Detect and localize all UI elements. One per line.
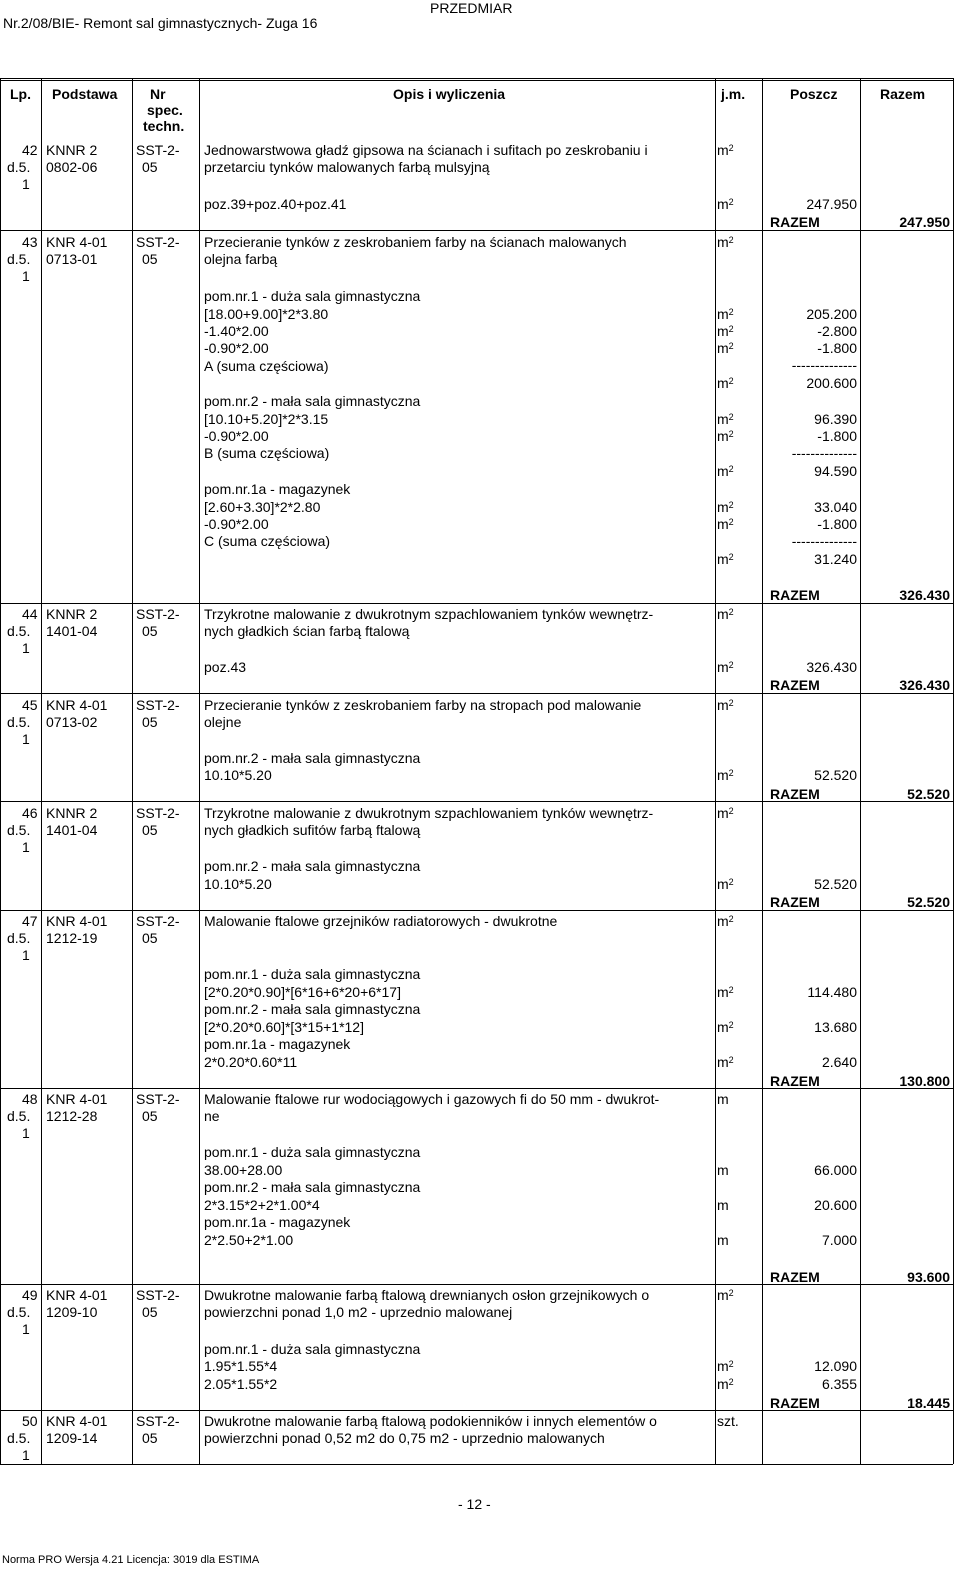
item-description-2: przetarciu tynków malowanych farbą mulsyjną <box>204 159 490 175</box>
item-description: Malowanie ftalowe rur wodociągowych i gazowych fi do 50 mm - dwukrot- <box>204 1091 660 1107</box>
item-podstawa-code: 1401-04 <box>46 822 98 838</box>
unit: $m^2$ <box>717 876 734 892</box>
column-line <box>715 78 716 1464</box>
razem-value: 93.600 <box>907 1269 950 1285</box>
item-lp: 50 <box>22 1413 38 1429</box>
item-value: 13.680 <box>814 1019 857 1035</box>
column-line <box>0 78 1 1464</box>
room-label: pom.nr.2 - mała sala gimnastyczna <box>204 393 421 409</box>
item-spec-code: SST-2- <box>136 1091 180 1107</box>
razem-label: RAZEM <box>770 214 820 230</box>
item-value: -1.800 <box>817 516 857 532</box>
item-lp-d: d.5. <box>7 251 31 267</box>
razem-value: 52.520 <box>907 894 950 910</box>
razem-label: RAZEM <box>770 1395 820 1411</box>
column-line <box>762 78 763 1464</box>
item-lp-d: d.5. <box>7 1430 31 1446</box>
unit: $m^2$ <box>717 1019 734 1035</box>
unit: $m^2$ <box>717 659 734 675</box>
unit: $m^2$ <box>717 142 734 158</box>
unit: $m^2$ <box>717 411 734 427</box>
razem-value: 130.800 <box>899 1073 950 1089</box>
item-spec-code-2: 05 <box>142 714 158 730</box>
room-label: pom.nr.2 - mała sala gimnastyczna <box>204 1179 421 1195</box>
column-line <box>132 78 133 1464</box>
unit: $m^2$ <box>717 516 734 532</box>
item-calc: poz.43 <box>204 659 247 675</box>
item-value: 2.640 <box>821 1054 857 1070</box>
unit: $m^2$ <box>717 984 734 1000</box>
unit: szt. <box>717 1413 739 1429</box>
unit: m <box>717 1232 729 1248</box>
item-spec-code-2: 05 <box>142 623 158 639</box>
column-line <box>41 78 42 1464</box>
item-lp-d: d.5. <box>7 623 31 639</box>
item-spec-code-2: 05 <box>142 1108 158 1124</box>
item-lp: 46 <box>22 805 38 821</box>
item-podstawa: KNR 4-01 <box>46 1091 108 1107</box>
item-value: 114.480 <box>807 984 857 1000</box>
document-id: Nr.2/08/BIE- Remont sal gimnastycznych- Zuga 16 <box>3 15 318 31</box>
unit: m <box>717 1091 729 1107</box>
item-lp-1: 1 <box>22 1125 30 1141</box>
header-top-line-2 <box>0 80 953 81</box>
razem-label: RAZEM <box>770 1269 820 1285</box>
item-calc: 1.95*1.55*4 <box>204 1358 278 1374</box>
item-value: 96.390 <box>814 411 857 427</box>
item-description: Przecieranie tynków z zeskrobaniem farby na ścianach malowanych <box>204 234 627 250</box>
item-calc: 10.10*5.20 <box>204 767 272 783</box>
item-calc: [18.00+9.00]*2*3.80 <box>204 306 329 322</box>
item-spec-code-2: 05 <box>142 822 158 838</box>
item-calc: -1.40*2.00 <box>204 323 269 339</box>
unit: $m^2$ <box>717 499 734 515</box>
item-calc: -0.90*2.00 <box>204 516 269 532</box>
partial-sum-label: C (suma częściowa) <box>204 533 331 549</box>
unit: $m^2$ <box>717 1358 734 1374</box>
item-calc: 2*3.15*2+2*1.00*4 <box>204 1197 320 1213</box>
page-number: - 12 - <box>458 1496 491 1512</box>
item-calc: [2*0.20*0.60]*[3*15+1*12] <box>204 1019 364 1035</box>
unit: $m^2$ <box>717 463 734 479</box>
col-header-nr: Nr <box>150 86 166 102</box>
item-spec-code: SST-2- <box>136 1413 180 1429</box>
item-lp-d: d.5. <box>7 1304 31 1320</box>
item-separator <box>0 230 953 231</box>
item-separator <box>0 1410 953 1411</box>
room-label: pom.nr.1a - magazynek <box>204 1214 351 1230</box>
item-podstawa: KNR 4-01 <box>46 913 108 929</box>
item-description-2: olejna farbą <box>204 251 278 267</box>
room-label: pom.nr.1a - magazynek <box>204 1036 351 1052</box>
unit: $m^2$ <box>717 375 734 391</box>
item-value: 66.000 <box>814 1162 857 1178</box>
item-separator <box>0 693 953 694</box>
unit: $m^2$ <box>717 1054 734 1070</box>
item-value: -1.800 <box>817 428 857 444</box>
item-calc: [2.60+3.30]*2*2.80 <box>204 499 321 515</box>
item-calc: [10.10+5.20]*2*3.15 <box>204 411 329 427</box>
item-calc: 2.05*1.55*2 <box>204 1376 278 1392</box>
dashes: -------------- <box>791 533 857 549</box>
item-lp-1: 1 <box>22 1447 30 1463</box>
item-calc: -0.90*2.00 <box>204 340 269 356</box>
col-header-razem: Razem <box>880 86 926 102</box>
item-lp-1: 1 <box>22 176 30 192</box>
item-lp: 49 <box>22 1287 38 1303</box>
item-podstawa-code: 1212-28 <box>46 1108 98 1124</box>
item-value: 20.600 <box>814 1197 857 1213</box>
item-value: 52.520 <box>814 876 857 892</box>
item-lp-1: 1 <box>22 947 30 963</box>
col-header-podstawa: Podstawa <box>52 86 118 102</box>
item-podstawa: KNNR 2 <box>46 606 98 622</box>
razem-label: RAZEM <box>770 894 820 910</box>
unit: $m^2$ <box>717 805 734 821</box>
item-podstawa: KNR 4-01 <box>46 697 108 713</box>
item-description-2: nych gładkich sufitów farbą ftalową <box>204 822 421 838</box>
razem-value: 326.430 <box>899 677 950 693</box>
item-podstawa: KNNR 2 <box>46 142 98 158</box>
item-lp-1: 1 <box>22 268 30 284</box>
item-podstawa: KNR 4-01 <box>46 1287 108 1303</box>
item-description-2: powierzchni ponad 0,52 m2 do 0,75 m2 - uprzednio malowanych <box>204 1430 605 1446</box>
room-label: pom.nr.2 - mała sala gimnastyczna <box>204 858 421 874</box>
item-spec-code-2: 05 <box>142 159 158 175</box>
item-description-2: olejne <box>204 714 242 730</box>
table-bottom-line <box>0 1464 953 1465</box>
partial-sum-label: A (suma częściowa) <box>204 358 329 374</box>
document-type: PRZEDMIAR <box>430 0 513 16</box>
item-podstawa: KNNR 2 <box>46 805 98 821</box>
item-podstawa-code: 1212-19 <box>46 930 98 946</box>
item-lp-1: 1 <box>22 839 30 855</box>
item-spec-code-2: 05 <box>142 251 158 267</box>
item-spec-code: SST-2- <box>136 142 180 158</box>
unit: $m^2$ <box>717 697 734 713</box>
item-lp-1: 1 <box>22 731 30 747</box>
item-value: -2.800 <box>817 323 857 339</box>
column-line <box>860 78 861 1464</box>
unit: m <box>717 1197 729 1213</box>
item-description-2: nych gładkich ścian farbą ftalową <box>204 623 410 639</box>
unit: $m^2$ <box>717 306 734 322</box>
item-value: 33.040 <box>814 499 857 515</box>
item-podstawa-code: 1209-14 <box>46 1430 98 1446</box>
item-lp-d: d.5. <box>7 822 31 838</box>
unit: $m^2$ <box>717 767 734 783</box>
item-spec-code: SST-2- <box>136 606 180 622</box>
item-calc: 38.00+28.00 <box>204 1162 283 1178</box>
room-label: pom.nr.1 - duża sala gimnastyczna <box>204 1144 421 1160</box>
item-calc: poz.39+poz.40+poz.41 <box>204 196 347 212</box>
item-separator <box>0 801 953 802</box>
room-label: pom.nr.1a - magazynek <box>204 481 351 497</box>
unit: m <box>717 1162 729 1178</box>
unit: $m^2$ <box>717 606 734 622</box>
item-description-2: ne <box>204 1108 220 1124</box>
item-value: -1.800 <box>817 340 857 356</box>
col-header-jm: j.m. <box>721 86 746 102</box>
item-description: Przecieranie tynków z zeskrobaniem farby na stropach pod malowanie <box>204 697 642 713</box>
razem-value: 326.430 <box>899 587 950 603</box>
item-value: 31.240 <box>814 551 857 567</box>
item-separator <box>0 1284 953 1285</box>
item-value: 7.000 <box>821 1232 857 1248</box>
column-line <box>953 78 954 1464</box>
item-separator <box>0 910 953 911</box>
item-description: Dwukrotne malowanie farbą ftalową podokienników i innych elementów o <box>204 1413 657 1429</box>
unit: $m^2$ <box>717 1287 734 1303</box>
razem-value: 52.520 <box>907 786 950 802</box>
col-header-lp: Lp. <box>10 86 31 102</box>
item-lp-d: d.5. <box>7 159 31 175</box>
item-description: Trzykrotne malowanie z dwukrotnym szpachlowaniem tynków wewnętrz- <box>204 805 654 821</box>
col-header-opis: Opis i wyliczenia <box>393 86 506 102</box>
item-separator <box>0 603 953 604</box>
item-lp-d: d.5. <box>7 1108 31 1124</box>
item-description: Jednowarstwowa gładź gipsowa na ścianach i sufitach po zeskrobaniu i <box>204 142 648 158</box>
item-lp: 43 <box>22 234 38 250</box>
item-lp-d: d.5. <box>7 930 31 946</box>
item-value: 12.090 <box>814 1358 857 1374</box>
item-spec-code: SST-2- <box>136 805 180 821</box>
razem-label: RAZEM <box>770 1073 820 1089</box>
item-calc: 2*2.50+2*1.00 <box>204 1232 294 1248</box>
item-podstawa: KNR 4-01 <box>46 1413 108 1429</box>
item-spec-code: SST-2- <box>136 913 180 929</box>
room-label: pom.nr.1 - duża sala gimnastyczna <box>204 288 421 304</box>
room-label: pom.nr.2 - mała sala gimnastyczna <box>204 1001 421 1017</box>
item-value: 6.355 <box>821 1376 857 1392</box>
item-description: Trzykrotne malowanie z dwukrotnym szpachlowaniem tynków wewnętrz- <box>204 606 654 622</box>
column-line <box>199 78 200 1464</box>
col-header-poszcz: Poszcz <box>790 86 838 102</box>
razem-value: 18.445 <box>907 1395 950 1411</box>
item-lp-1: 1 <box>22 640 30 656</box>
razem-label: RAZEM <box>770 587 820 603</box>
unit: $m^2$ <box>717 234 734 250</box>
unit: $m^2$ <box>717 551 734 567</box>
razem-label: RAZEM <box>770 786 820 802</box>
razem-label: RAZEM <box>770 677 820 693</box>
item-value: 326.430 <box>806 659 857 675</box>
item-podstawa-code: 0802-06 <box>46 159 98 175</box>
unit: $m^2$ <box>717 340 734 356</box>
item-spec-code: SST-2- <box>136 697 180 713</box>
col-header-techn: techn. <box>143 118 185 134</box>
unit: $m^2$ <box>717 428 734 444</box>
item-spec-code-2: 05 <box>142 1304 158 1320</box>
item-value: 205.200 <box>806 306 857 322</box>
item-lp: 45 <box>22 697 38 713</box>
item-lp: 44 <box>22 606 38 622</box>
item-value: 200.600 <box>806 375 857 391</box>
item-separator <box>0 1088 953 1089</box>
software-footer: Norma PRO Wersja 4.21 Licencja: 3019 dla ESTIMA <box>2 1554 260 1566</box>
unit: $m^2$ <box>717 1376 734 1392</box>
item-spec-code-2: 05 <box>142 1430 158 1446</box>
item-podstawa-code: 1401-04 <box>46 623 98 639</box>
item-spec-code: SST-2- <box>136 1287 180 1303</box>
item-lp-d: d.5. <box>7 714 31 730</box>
item-description: Dwukrotne malowanie farbą ftalową drewnianych osłon grzejnikowych o <box>204 1287 650 1303</box>
room-label: pom.nr.1 - duża sala gimnastyczna <box>204 966 421 982</box>
col-header-spec: spec. <box>147 102 183 118</box>
item-lp-1: 1 <box>22 1321 30 1337</box>
item-podstawa-code: 1209-10 <box>46 1304 98 1320</box>
item-value: 52.520 <box>814 767 857 783</box>
item-value: 94.590 <box>814 463 857 479</box>
room-label: pom.nr.1 - duża sala gimnastyczna <box>204 1341 421 1357</box>
unit: $m^2$ <box>717 913 734 929</box>
item-value: 247.950 <box>806 196 857 212</box>
unit: $m^2$ <box>717 196 734 212</box>
item-calc: [2*0.20*0.90]*[6*16+6*20+6*17] <box>204 984 401 1000</box>
item-podstawa-code: 0713-01 <box>46 251 98 267</box>
item-lp: 47 <box>22 913 38 929</box>
dashes: -------------- <box>791 445 857 461</box>
item-calc: -0.90*2.00 <box>204 428 269 444</box>
item-description: Malowanie ftalowe grzejników radiatorowych - dwukrotne <box>204 913 558 929</box>
partial-sum-label: B (suma częściowa) <box>204 445 330 461</box>
item-podstawa: KNR 4-01 <box>46 234 108 250</box>
item-spec-code-2: 05 <box>142 930 158 946</box>
item-spec-code: SST-2- <box>136 234 180 250</box>
item-lp: 48 <box>22 1091 38 1107</box>
item-description-2: powierzchni ponad 1,0 m2 - uprzednio malowanej <box>204 1304 513 1320</box>
dashes: -------------- <box>791 357 857 373</box>
item-calc: 2*0.20*0.60*11 <box>204 1054 298 1070</box>
item-calc: 10.10*5.20 <box>204 876 272 892</box>
razem-value: 247.950 <box>899 214 950 230</box>
unit: $m^2$ <box>717 323 734 339</box>
room-label: pom.nr.2 - mała sala gimnastyczna <box>204 750 421 766</box>
item-lp: 42 <box>22 142 38 158</box>
header-top-line <box>0 78 953 79</box>
item-podstawa-code: 0713-02 <box>46 714 98 730</box>
